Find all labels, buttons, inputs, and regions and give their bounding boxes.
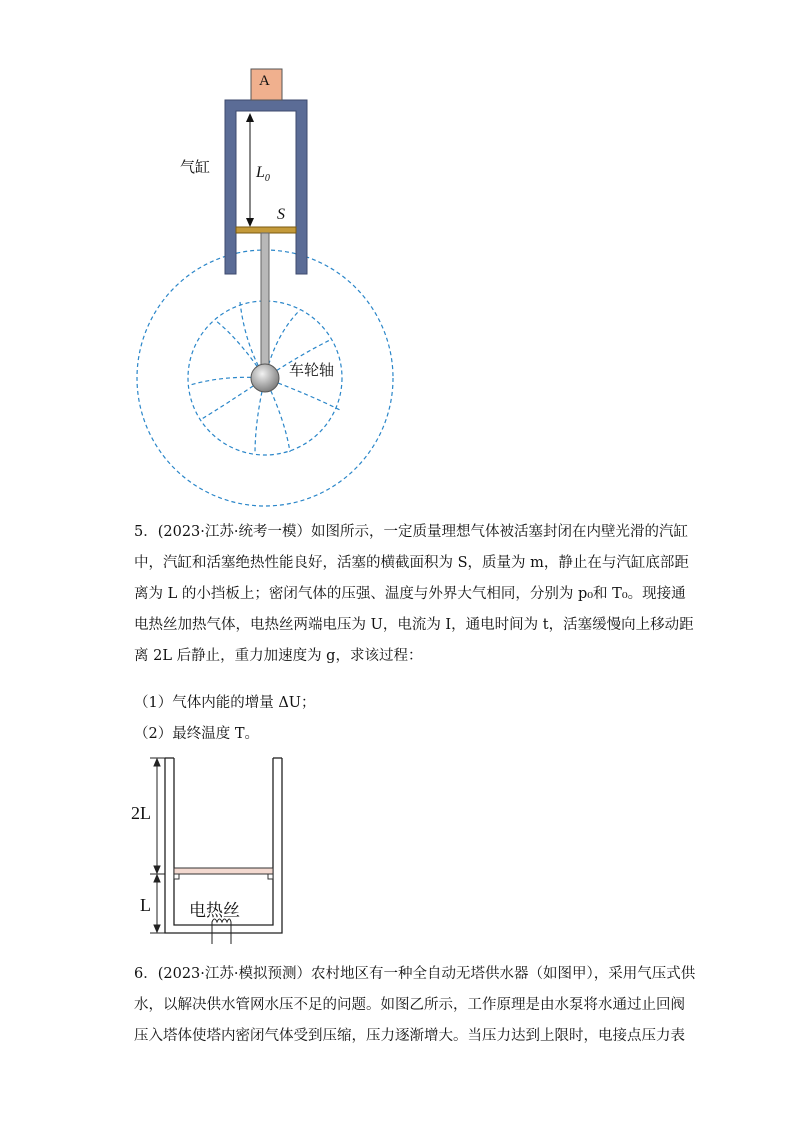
block-a-label: A: [259, 73, 270, 89]
problem-5-line: 离为 L 的小挡板上；密闭气体的压强、温度与外界大气相同，分别为 p₀和 T₀。现接通: [134, 586, 686, 602]
problem-6-line: 压入塔体使塔内密闭气体受到压缩，压力逐渐增大。当压力达到上限时，电接点压力表: [134, 1028, 685, 1044]
length-l0-label: $L_0$: [256, 164, 270, 185]
area-s-label: S: [277, 206, 285, 223]
cylinder-label: 气缸: [180, 158, 211, 176]
problem-6-line: 6．(2023·江苏·模拟预测）农村地区有一种全自动无塔供水器（如图甲），采用气压式供: [134, 966, 696, 982]
problem-5-line: 中，汽缸和活塞绝热性能良好，活塞的横截面积为 S，质量为 m，静止在与汽缸底部距: [134, 555, 689, 571]
problem-5-line: 离 2L 后静止，重力加速度为 g，求该过程：: [134, 648, 423, 664]
piston: [236, 227, 296, 233]
stopper-right: [268, 874, 273, 879]
label-l: L: [140, 895, 151, 915]
axle-label: 车轮轴: [289, 361, 335, 379]
heater-label: 电热丝: [189, 901, 240, 921]
figure-cylinder-wheel: [0, 0, 794, 510]
dimension-line: [150, 758, 165, 933]
heater-coil: [212, 919, 231, 944]
piston-rod: [261, 233, 269, 368]
problem-5-line: 5．(2023·江苏·统考一模）如图所示，一定质量理想气体被活塞封闭在内壁光滑的汽缸: [134, 524, 688, 540]
label-2l: 2L: [131, 803, 151, 823]
stopper-left: [174, 874, 179, 879]
problem-6-line: 水，以解决供水管网水压不足的问题。如图乙所示，工作原理是由水泵将水通过止回阀: [134, 997, 685, 1013]
problem-5-line: 电热丝加热气体，电热丝两端电压为 U，电流为 I，通电时间为 t，活塞缓慢向上移动距: [134, 617, 694, 633]
wheel-axle: [251, 364, 279, 392]
piston-plate: [174, 868, 273, 874]
figure-heated-cylinder: [0, 750, 794, 950]
problem-5-question-2: （2）最终温度 T。: [134, 726, 260, 742]
problem-5-question-1: （1）气体内能的增量 ΔU；: [134, 695, 316, 711]
